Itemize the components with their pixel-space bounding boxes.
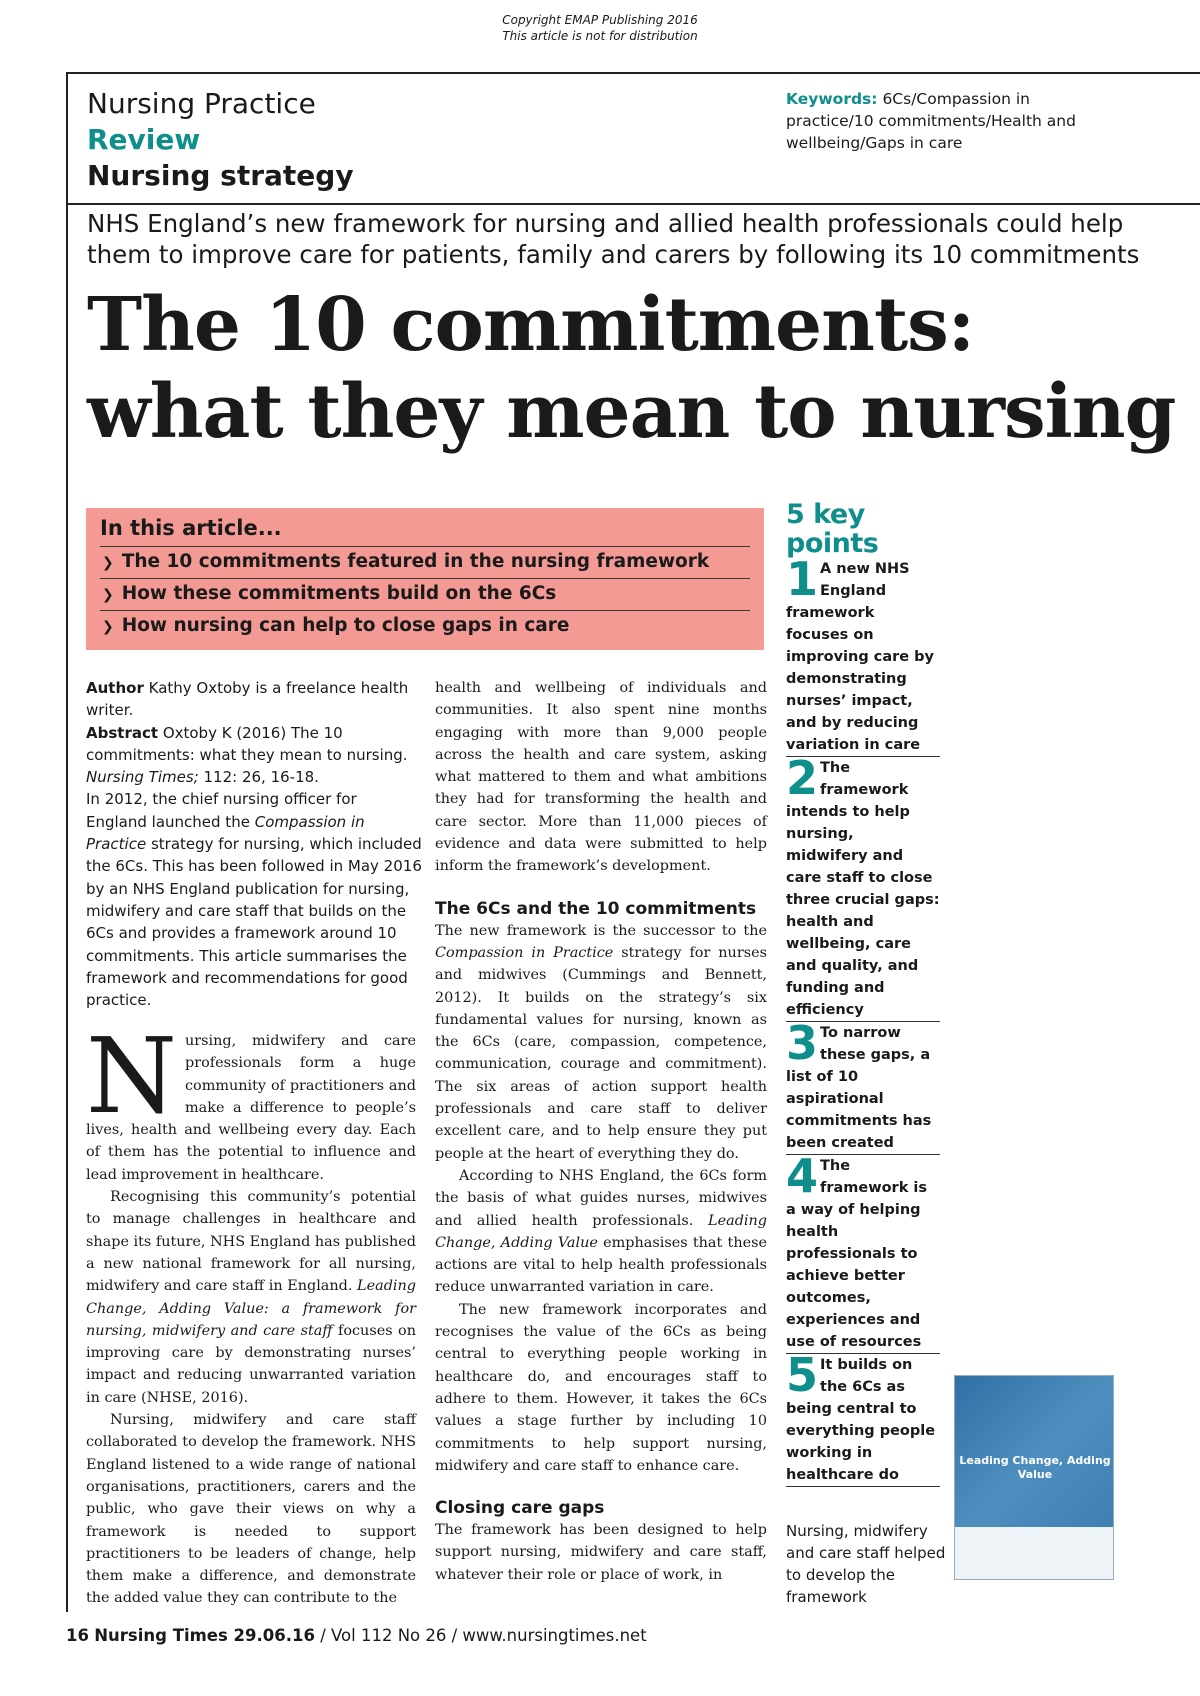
key-point — [786, 552, 940, 757]
item-text: The 10 commitments featured in the nursing framework — [121, 551, 710, 572]
publication-date: Nursing Times 29.06.16 — [94, 1626, 315, 1645]
figure-caption: Nursing, midwifery and care staff helped to develop the framework — [786, 1522, 946, 1606]
keywords-label: Keywords: — [786, 90, 878, 108]
keywords — [786, 88, 1106, 154]
author-label: Author — [86, 679, 144, 697]
body-column-1 — [86, 1015, 416, 1610]
subheading-closing-gaps: Closing care gaps — [435, 1498, 605, 1519]
key-points-title: 5 key points — [786, 499, 879, 559]
frame-top-rule — [66, 72, 1200, 74]
keywords-text: 6Cs/Compassion in practice/10 commitments/Health and wellbeing/Gaps in care — [786, 90, 1076, 152]
key-point-number: 3 — [786, 1016, 819, 1070]
copyright-notice — [0, 12, 1200, 44]
copyright-line: Copyright EMAP Publishing 2016 — [502, 13, 698, 27]
key-point — [786, 1348, 940, 1487]
page-number: 16 — [66, 1626, 89, 1645]
headline-line-1: The 10 commitments: — [87, 282, 975, 368]
abstract-body-1: In 2012, the chief nursing officer for England launched the — [86, 790, 357, 831]
in-this-article-title: In this article... — [100, 508, 750, 547]
paragraph: Nursing, midwifery and care staff collaborated to develop the framework. NHS England listened to a wide range of national organisations, practitioners, carers and the public, who gave their views on why a framework is needed to support practitioners to be leaders of change, help them make a difference, and demonstrate the added value they can contribute to the — [86, 1412, 416, 1607]
in-this-article-item — [100, 611, 750, 642]
strategy-title: Compassion in Practice — [435, 944, 614, 961]
header-rule — [66, 203, 1200, 205]
key-point-text: A new NHS England framework focuses on improving care by demonstrating nurses’ impact, and by reducing variation in care — [786, 561, 934, 753]
drop-cap: N — [86, 1015, 177, 1137]
chevron-right-icon: ❯ — [102, 587, 114, 603]
key-point-number: 4 — [786, 1149, 819, 1203]
paragraph-text: ursing, midwifery and care professionals form a huge community of practitioners and make a difference to people’s lives, health and wellbeing every day. Each of them has the potential to influence and lead improvement in healthcare. — [86, 1033, 416, 1183]
in-this-article-item — [100, 579, 750, 611]
cover-title: Leading Change, Adding Value — [959, 1454, 1111, 1481]
paragraph — [86, 1186, 416, 1409]
section-topic: Nursing strategy — [87, 159, 354, 192]
paragraph — [435, 920, 767, 1165]
citation: Oxtoby K (2016) The 10 commitments: what they mean to nursing. — [86, 723, 408, 764]
chevron-right-icon: ❯ — [102, 555, 114, 571]
paragraph-text: focuses on improving care by demonstrating nurses’ impact and reducing unwarranted variation in care (NHSE, 2016). — [86, 1322, 416, 1406]
paragraph: The framework has been designed to help support nursing, midwifery and care staff, whatever their role or place of work, in — [435, 1522, 767, 1583]
paragraph-text: emphasises that these actions are vital to help health professionals reduce unwarranted variation in care. — [435, 1234, 768, 1296]
item-text: How these commitments build on the 6Cs — [121, 583, 557, 604]
abstract-label: Abstract — [86, 723, 159, 742]
paragraph: The new framework incorporates and recognises the value of the 6Cs as being central to everything people working in healthcare do, and encourages staff to adhere to them. However, it takes the 6Cs values a stage further by including 10 commitments to help support nursing, midwifery and care staff to enhance care. — [435, 1301, 767, 1474]
headline — [87, 282, 1197, 456]
section-heading — [87, 86, 354, 194]
section-category: Nursing Practice — [87, 87, 316, 120]
subheading-6cs: The 6Cs and the 10 commitments — [435, 898, 757, 919]
abstract-block — [86, 677, 422, 1011]
paragraph-text: The new framework is the successor to the — [435, 922, 767, 939]
paragraph-text: strategy for nurses and midwives (Cummings and Bennett, 2012). It builds on the strategy’s six fundamental values for nursing, known as the 6Cs (care, compassion, competence, communication, courage and commitment). The six areas of action support health professionals and care staff to deliver excellent care, and to help ensure they put people at the heart of everything they do. — [435, 944, 767, 1162]
chevron-right-icon: ❯ — [102, 619, 114, 635]
key-point-text: The framework is a way of helping health professionals to achieve better outcomes, experiences and use of resources — [786, 1158, 928, 1350]
paragraph: health and wellbeing of individuals and communities. It also spent nine months engaging with more than 9,000 people across the health and care system, asking what mattered to them and what ambitions they had for transforming the health and care sector. More than 11,000 pieces of evidence and data were submitted to help inform the framework’s development. — [435, 680, 767, 875]
cover-footer — [955, 1527, 1113, 1579]
author-text: Kathy Oxtoby is a freelance health writer. — [86, 679, 409, 720]
body-column-2 — [435, 677, 767, 1586]
key-point-number: 1 — [786, 552, 819, 606]
framework-title: Leading Change, Adding Value — [435, 1212, 767, 1251]
in-this-article-box — [86, 508, 764, 650]
journal-name: Nursing Times; — [86, 768, 199, 787]
in-this-article-item — [100, 547, 750, 579]
framework-cover-image — [954, 1375, 1114, 1580]
key-point-text: It builds on the 6Cs as being central to everything people working in healthcare do — [786, 1357, 936, 1483]
abstract-body-title: Compassion in Practice — [86, 812, 365, 854]
headline-line-2: what they mean to nursing — [87, 369, 1176, 455]
footer-volume-url: / Vol 112 No 26 / www.nursingtimes.net — [320, 1626, 647, 1645]
opening-paragraph — [86, 1015, 416, 1186]
key-point — [786, 1149, 940, 1354]
section-type: Review — [87, 123, 201, 156]
journal-ref: 112: 26, 16-18. — [203, 768, 319, 787]
key-point — [786, 1016, 940, 1155]
paragraph-text: Recognising this community’s potential to manage challenges in healthcare and shape its future, NHS England has published a new national framework for all nursing, midwifery and care staff in England. — [86, 1189, 416, 1295]
key-points-panel — [786, 500, 940, 1487]
standfirst: NHS England’s new framework for nursing and allied health professionals could help them to improve care for patients, family and carers by following its 10 commitments — [87, 209, 1140, 269]
framework-title: Leading Change, Adding Value: a framework for nursing, midwifery and care staff — [86, 1278, 416, 1339]
frame-left-rule — [66, 72, 68, 1612]
abstract-body-2: strategy for nursing, which included the 6Cs. This has been followed in May 2016 by an NHS England publication for nursing, midwifery and care staff that builds on the 6Cs and provides a framework around 10 commitments. This article summarises the framework and recommendations for good practice. — [86, 835, 422, 1010]
paragraph-text: According to NHS England, the 6Cs form the basis of what guides nurses, midwives and allied health professionals. — [435, 1167, 767, 1229]
distribution-line: This article is not for distribution — [502, 29, 698, 43]
key-point — [786, 751, 940, 1022]
key-point-text: To narrow these gaps, a list of 10 aspirational commitments has been created — [786, 1025, 932, 1151]
item-text: How nursing can help to close gaps in care — [121, 615, 570, 636]
key-point-number: 5 — [786, 1348, 819, 1402]
page-footer — [66, 1625, 647, 1647]
key-point-text: The framework intends to help nursing, midwifery and care staff to close three crucial gaps: health and wellbeing, care and quality, and funding and efficiency — [786, 760, 940, 1018]
paragraph — [435, 1165, 767, 1299]
key-point-number: 2 — [786, 751, 819, 805]
